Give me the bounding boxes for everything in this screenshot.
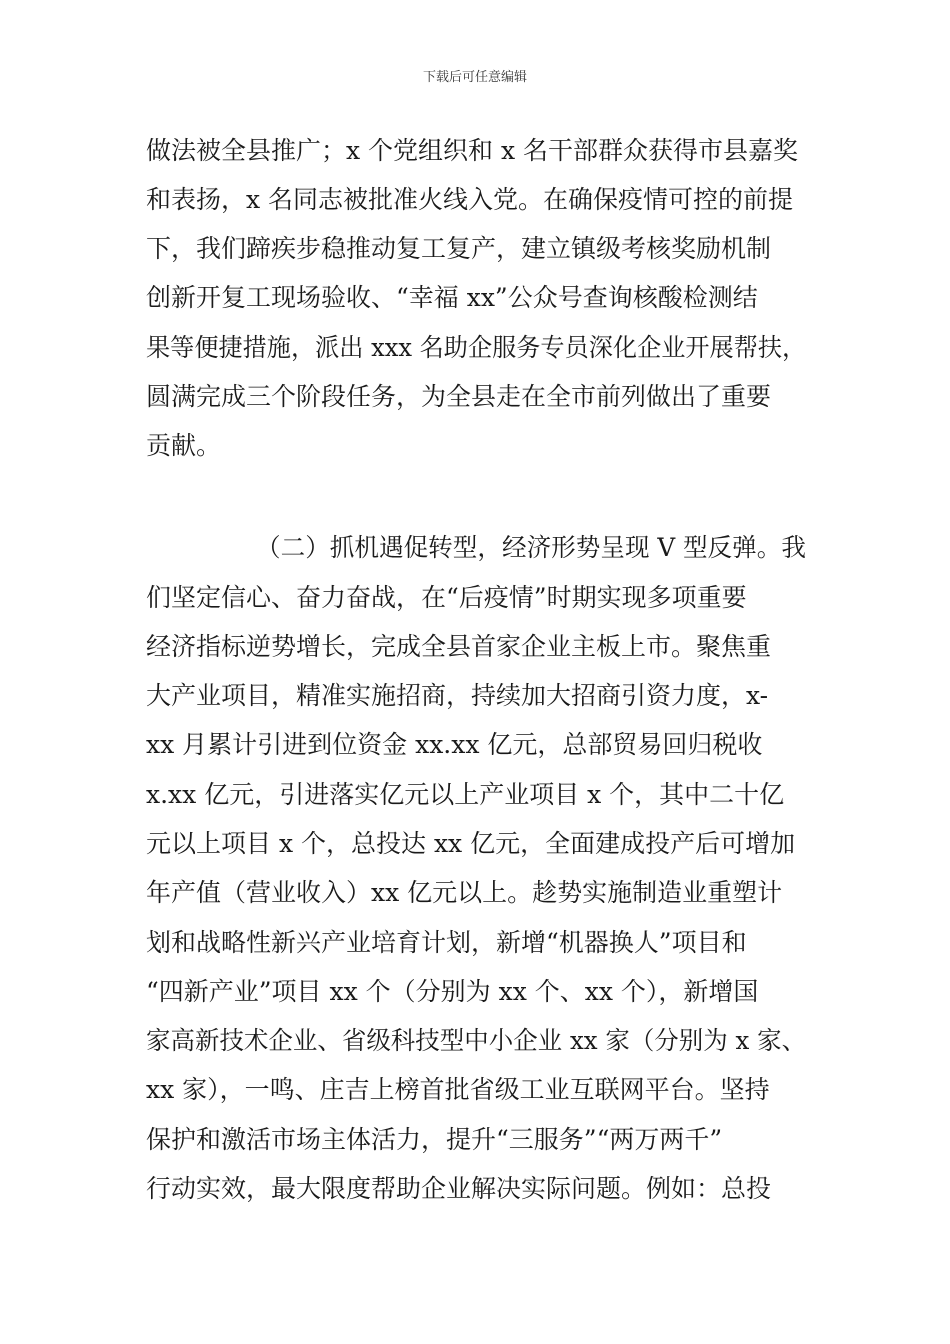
paragraph-line: 们坚定信心、奋力奋战，在“后疫情”时期实现多项重要 — [146, 583, 747, 612]
paragraph-line: 大产业项目，精准实施招商，持续加大招商引资力度，x- — [146, 681, 769, 710]
paragraph-line: 经济指标逆势增长，完成全县首家企业主板上市。聚焦重 — [146, 632, 772, 661]
paragraph-line: （二）抓机遇促转型，经济形势呈现 V 型反弹。我 — [256, 533, 806, 562]
paragraph-line: 划和战略性新兴产业培育计划，新增“机器换人”项目和 — [146, 928, 747, 957]
paragraph-line: 保护和激活市场主体活力，提升“三服务”“两万两千” — [146, 1125, 723, 1154]
paragraph-line: 行动实效，最大限度帮助企业解决实际问题。例如：总投 — [146, 1174, 772, 1203]
page-header: 下载后可任意编辑 — [422, 70, 527, 85]
paragraph-line: 做法被全县推广；x 个党组织和 x 名干部群众获得市县嘉奖 — [146, 136, 799, 165]
paragraph-line: xx 家），一鸣、庄吉上榜首批省级工业互联网平台。坚持 — [146, 1075, 770, 1104]
paragraph-line: 和表扬，x 名同志被批准火线入党。在确保疫情可控的前提 — [146, 185, 794, 214]
paragraph-line: 下，我们蹄疾步稳推动复工复产，建立镇级考核奖励机制 — [146, 234, 772, 263]
paragraph-line: 年产值（营业收入）xx 亿元以上。趁势实施制造业重塑计 — [146, 878, 783, 907]
paragraph-line: 家高新技术企业、省级科技型中小企业 xx 家（分别为 x 家、 — [146, 1026, 807, 1055]
paragraph-line: 贡献。 — [146, 431, 222, 460]
paragraph-line: 果等便捷措施，派出 xxx 名助企服务专员深化企业开展帮扶， — [146, 333, 807, 362]
paragraph-line: x.xx 亿元，引进落实亿元以上产业项目 x 个，其中二十亿 — [146, 780, 785, 809]
paragraph-line: 圆满完成三个阶段任务，为全县走在全市前列做出了重要 — [146, 382, 772, 411]
paragraph-line: 创新开复工现场验收、“幸福 xx”公众号查询核酸检测结 — [146, 283, 758, 312]
paragraph-line: 元以上项目 x 个，总投达 xx 亿元，全面建成投产后可增加 — [146, 829, 796, 858]
paragraph-line: “四新产业”项目 xx 个（分别为 xx 个、xx 个），新增国 — [146, 977, 759, 1006]
paragraph-line: xx 月累计引进到位资金 xx.xx 亿元，总部贸易回归税收 — [146, 730, 763, 759]
